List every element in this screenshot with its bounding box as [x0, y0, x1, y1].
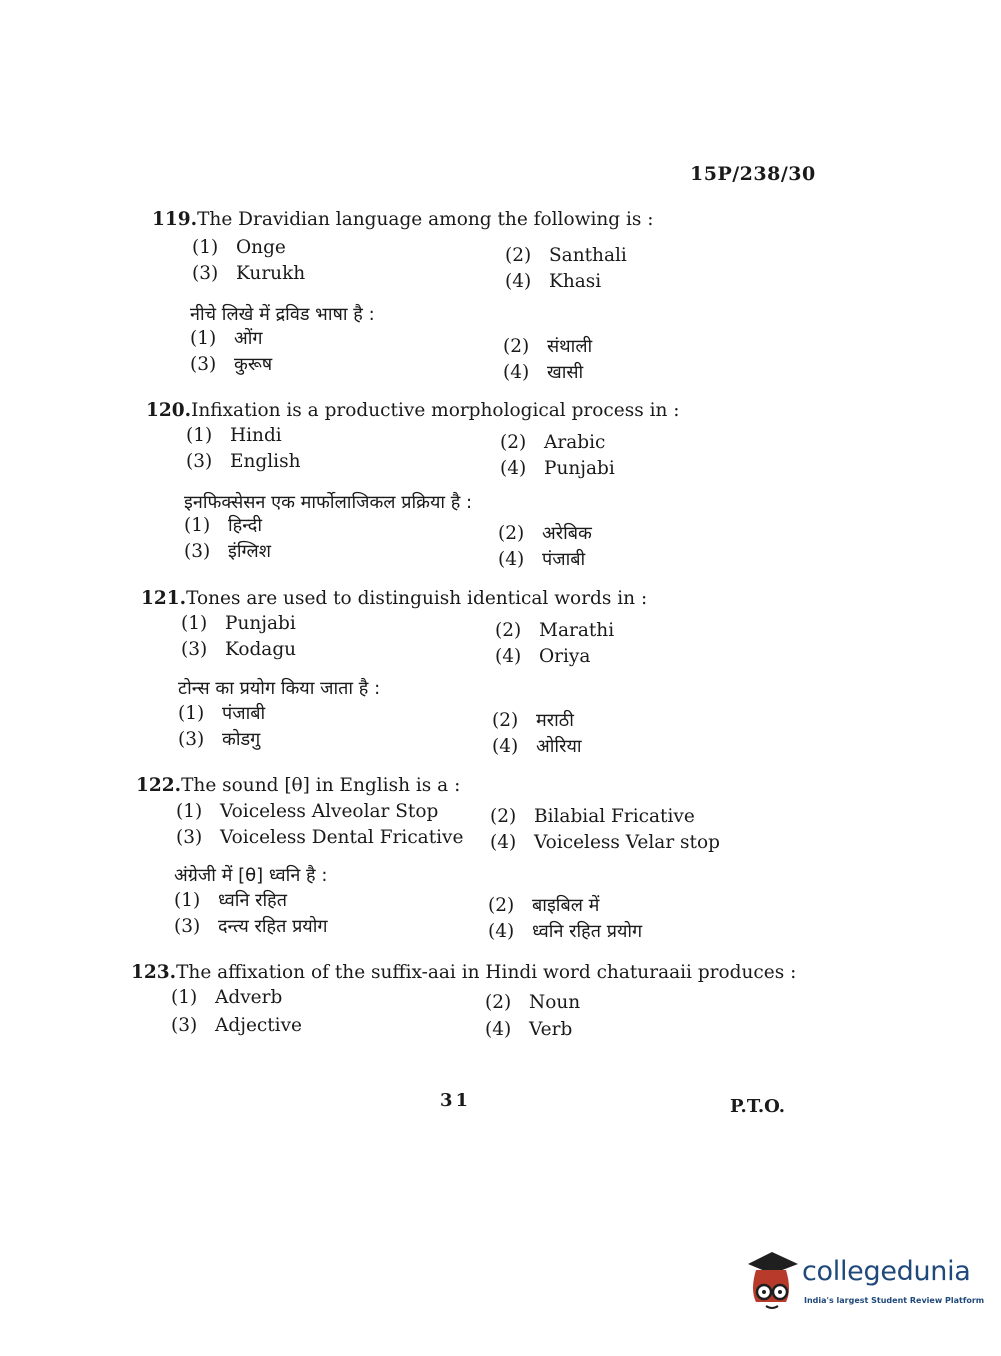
brand-tagline: India's largest Student Review Platform	[804, 1296, 985, 1305]
q121-hi-option-4: (4) ओरिया	[492, 736, 582, 757]
q120-hi-option-1: (1) हिन्दी	[184, 515, 263, 536]
q119-hi-stem: नीचे लिखे में द्रविड भाषा है :	[190, 304, 375, 325]
q120-hi-option-3: (3) इंग्लिश	[184, 541, 272, 562]
q120-hi-option-4: (4) पंजाबी	[498, 549, 586, 570]
question-number: 122.	[136, 775, 182, 796]
q122-en-option-2: (2) Bilabial Fricative	[490, 806, 695, 827]
q123-en-option-1: (1) Adverb	[171, 987, 283, 1008]
q122-hi-stem: अंग्रेजी में [θ] ध्वनि है :	[174, 865, 328, 886]
question-122-stem	[136, 775, 460, 796]
q121-en-option-3: (3) Kodagu	[181, 639, 297, 660]
q120-hi-option-2: (2) अरेबिक	[498, 523, 592, 544]
question-123-stem	[131, 962, 796, 983]
q120-en-option-2: (2) Arabic	[500, 432, 606, 453]
question-120-stem	[146, 400, 680, 421]
q121-en-option-4: (4) Oriya	[495, 646, 591, 667]
q121-en-option-1: (1) Punjabi	[181, 613, 296, 634]
q121-hi-stem: टोन्स का प्रयोग किया जाता है :	[178, 678, 381, 699]
q119-hi-option-1: (1) ओंग	[190, 328, 263, 349]
q122-hi-option-3: (3) दन्त्य रहित प्रयोग	[174, 916, 328, 937]
question-number: 123.	[131, 962, 177, 983]
pto-label: P.T.O.	[730, 1096, 786, 1117]
q120-en-option-1: (1) Hindi	[186, 425, 282, 446]
q119-en-option-2: (2) Santhali	[505, 245, 627, 266]
collegedunia-logo	[742, 1250, 985, 1320]
q121-hi-option-3: (3) कोडगु	[178, 729, 261, 750]
q119-hi-option-2: (2) संथाली	[503, 336, 593, 357]
q119-en-option-3: (3) Kurukh	[192, 263, 306, 284]
question-text: Infixation is a productive morphological process in :	[191, 400, 680, 421]
q123-en-option-2: (2) Noun	[485, 992, 581, 1013]
q120-en-option-3: (3) English	[186, 451, 301, 472]
question-number: 121.	[141, 588, 187, 609]
q119-en-option-1: (1) Onge	[192, 237, 286, 258]
q120-en-option-4: (4) Punjabi	[500, 458, 615, 479]
page-number: 31	[440, 1090, 472, 1111]
question-119-stem	[152, 209, 654, 230]
q123-en-option-3: (3) Adjective	[171, 1015, 302, 1036]
q122-en-option-1: (1) Voiceless Alveolar Stop	[176, 801, 439, 822]
q119-hi-option-4: (4) खासी	[503, 362, 584, 383]
paper-code: 15P/238/30	[690, 163, 816, 185]
question-text: Tones are used to distinguish identical words in :	[186, 588, 648, 609]
q122-en-option-4: (4) Voiceless Velar stop	[490, 832, 720, 853]
q121-hi-option-1: (1) पंजाबी	[178, 703, 266, 724]
question-121-stem	[141, 588, 647, 609]
question-number: 119.	[152, 209, 198, 230]
q121-hi-option-2: (2) मराठी	[492, 710, 574, 731]
q122-hi-option-1: (1) ध्वनि रहित	[174, 890, 287, 911]
mascot-icon	[742, 1250, 800, 1314]
question-number: 120.	[146, 400, 192, 421]
q121-en-option-2: (2) Marathi	[495, 620, 615, 641]
q122-en-option-3: (3) Voiceless Dental Fricative	[176, 827, 464, 848]
question-text: The affixation of the suffix-aai in Hindi word chaturaaii produces :	[176, 962, 797, 983]
q122-hi-option-2: (2) बाइबिल में	[488, 895, 600, 916]
question-text: The sound [θ] in English is a :	[181, 775, 461, 796]
brand-name: collegedunia	[802, 1256, 971, 1287]
q123-en-option-4: (4) Verb	[485, 1019, 573, 1040]
q119-en-option-4: (4) Khasi	[505, 271, 602, 292]
question-text: The Dravidian language among the following is :	[197, 209, 654, 230]
q122-hi-option-4: (4) ध्वनि रहित प्रयोग	[488, 921, 643, 942]
q120-hi-stem: इनफिक्सेसन एक मार्फोलाजिकल प्रक्रिया है :	[184, 492, 473, 513]
q119-hi-option-3: (3) कुरूष	[190, 354, 273, 375]
